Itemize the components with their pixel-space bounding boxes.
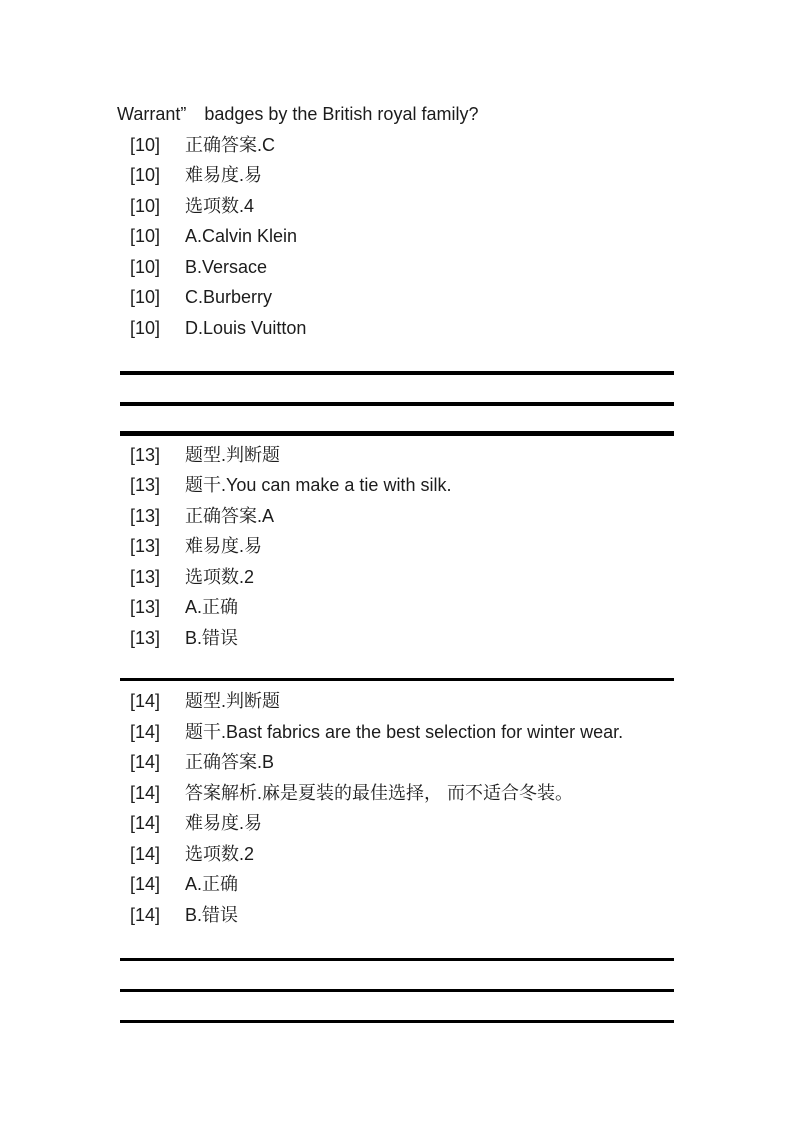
field-row [130, 501, 793, 532]
item-number: [10] [130, 134, 161, 155]
field-row [130, 839, 793, 870]
item-number: [13] [130, 505, 161, 526]
item-number: [13] [130, 566, 161, 587]
field-text: 难易度.易 [185, 813, 263, 833]
item-number: [10] [130, 287, 161, 307]
option-row [130, 252, 793, 283]
field-row [130, 717, 793, 748]
field-row [130, 531, 793, 562]
item-number: [13] [130, 597, 161, 617]
option-text: A.Calvin Klein [185, 226, 298, 246]
item-number: [10] [130, 226, 161, 246]
horizontal-rule [120, 1020, 674, 1024]
horizontal-rule [120, 678, 674, 682]
item-number: [14] [130, 904, 161, 925]
item-number: [14] [130, 843, 161, 864]
option-row [130, 592, 793, 623]
option-text: A.正确 [185, 874, 239, 894]
field-text: 难易度.易 [185, 165, 263, 185]
option-text: B.错误 [185, 627, 239, 648]
field-text: 选项数.2 [185, 843, 255, 864]
horizontal-rule [120, 989, 674, 993]
field-text: 正确答案.B [185, 752, 275, 772]
item-number: [13] [130, 627, 161, 648]
field-text: 难易度.易 [185, 536, 263, 556]
item-number: [13] [130, 444, 161, 465]
option-row [130, 900, 793, 931]
field-text: 题型.判断题 [185, 444, 281, 465]
horizontal-rule [120, 958, 674, 962]
item-number: [13] [130, 536, 161, 556]
item-number: [10] [130, 256, 161, 277]
field-row [130, 191, 793, 222]
question-continuation-text: Warrant” badges by the British royal family? [117, 104, 479, 124]
field-row [130, 440, 793, 471]
item-number: [10] [130, 165, 161, 185]
item-number: [14] [130, 752, 161, 772]
field-row [130, 160, 793, 191]
option-text: B.Versace [185, 256, 268, 277]
item-number: [14] [130, 813, 161, 833]
field-text: 题型.判断题 [185, 691, 281, 711]
option-row [130, 282, 793, 313]
option-text: D.Louis Vuitton [185, 317, 307, 338]
horizontal-rule [120, 371, 674, 375]
field-text: 正确答案.A [185, 505, 275, 526]
field-text: 正确答案.C [185, 134, 275, 155]
option-text: B.错误 [185, 904, 239, 925]
field-text: 题干.You can make a tie with silk. [185, 475, 452, 495]
item-number: [14] [130, 782, 161, 803]
option-row [130, 623, 793, 654]
field-row [130, 470, 793, 501]
horizontal-rule [120, 402, 674, 406]
field-row [130, 562, 793, 593]
option-row [130, 869, 793, 900]
option-text: C.Burberry [185, 287, 273, 307]
option-text: A.正确 [185, 597, 239, 617]
field-text: 选项数.2 [185, 566, 255, 587]
item-number: [14] [130, 721, 161, 742]
field-row [130, 130, 793, 161]
field-row [130, 808, 793, 839]
field-text: 选项数.4 [185, 195, 255, 216]
horizontal-rule [120, 431, 674, 436]
field-row [130, 686, 793, 717]
item-number: [14] [130, 691, 161, 711]
field-text: 答案解析.麻是夏装的最佳选择， 而不适合冬装。 [185, 782, 573, 803]
option-row [130, 221, 793, 252]
field-text: 题干.Bast fabrics are the best selection for winter wear. [185, 721, 624, 742]
item-number: [10] [130, 317, 161, 338]
option-row [130, 313, 793, 344]
item-number: [10] [130, 195, 161, 216]
item-number: [14] [130, 874, 161, 894]
field-row [130, 778, 793, 809]
field-row [130, 747, 793, 778]
item-number: [13] [130, 475, 161, 495]
